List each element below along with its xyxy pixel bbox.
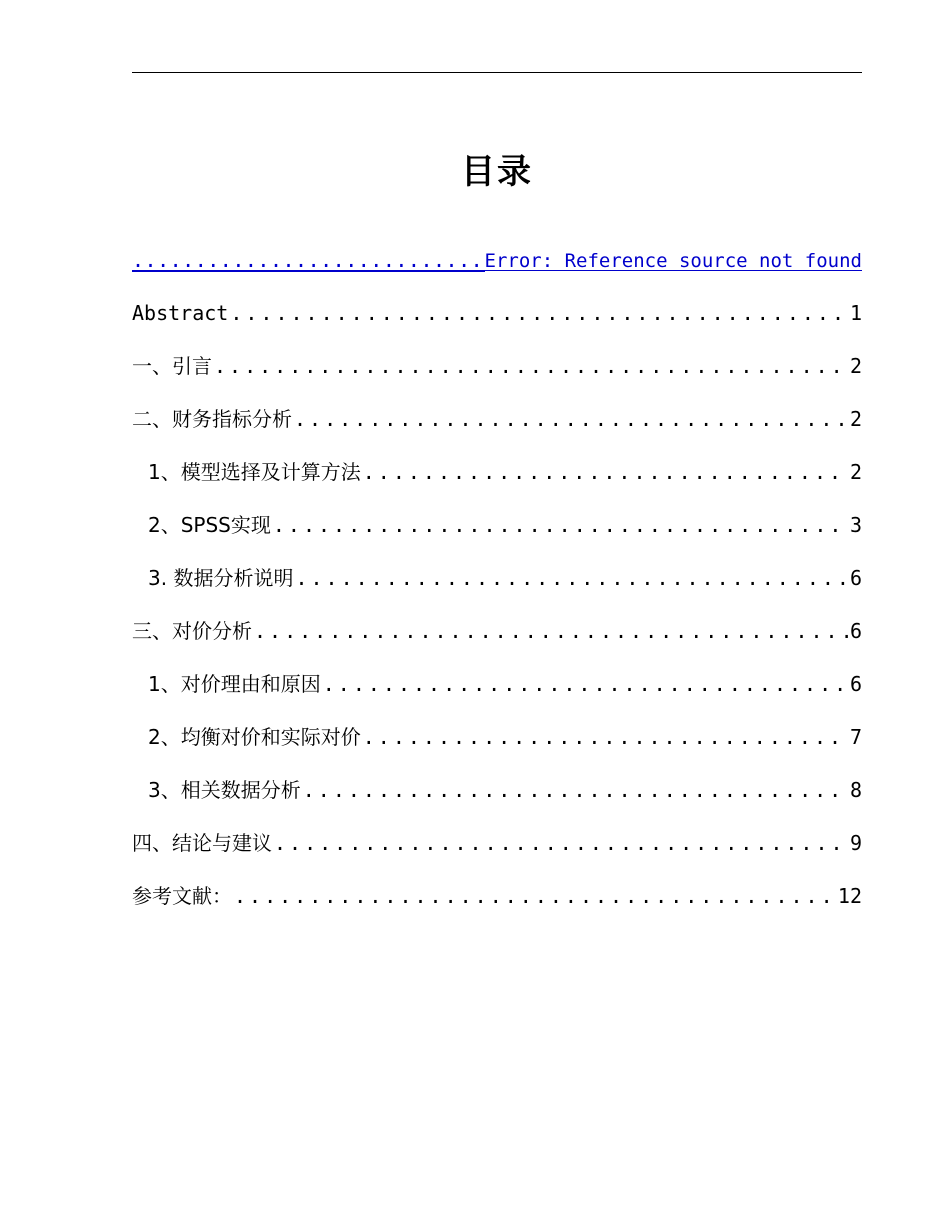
toc-entry-references[interactable] (132, 876, 862, 929)
toc-entry-label: 3、相关数据分析 (148, 778, 301, 802)
toc-entry-equilibrium-consideration[interactable] (132, 717, 862, 770)
toc-entry-conclusion[interactable] (132, 823, 862, 876)
toc-page-number: 1 (849, 301, 862, 325)
toc-leader-dots (294, 399, 848, 439)
toc-entry-data-analysis-notes[interactable] (132, 558, 862, 611)
toc-entry-label: 1、对价理由和原因 (148, 672, 321, 696)
toc-leader-dots (254, 611, 848, 651)
toc-page-number: 8 (849, 778, 862, 802)
toc-page-number: 2 (849, 354, 862, 378)
toc-entry-consideration-analysis[interactable] (132, 611, 862, 664)
toc-entry-related-data-analysis[interactable] (132, 770, 862, 823)
toc-leader-dots (273, 505, 848, 545)
toc-leader-dots (274, 823, 848, 863)
toc-leader-dots (132, 240, 485, 280)
toc-entry-label: 参考文献： (132, 884, 232, 908)
toc-entry-label: 二、财务指标分析 (132, 407, 292, 431)
toc-entry-consideration-reasons[interactable] (132, 664, 862, 717)
toc-entry-label: 三、对价分析 (132, 619, 252, 643)
toc-entry-label: 2、SPSS实现 (148, 513, 271, 537)
table-of-contents (132, 240, 862, 929)
toc-entry-introduction[interactable] (132, 346, 862, 399)
toc-leader-dots (234, 876, 836, 916)
toc-entry-label: 1、模型选择及计算方法 (148, 460, 361, 484)
toc-error-text: Error: Reference source not found (484, 250, 862, 272)
toc-entry-label: 3. 数据分析说明 (148, 566, 294, 590)
toc-entry-spss[interactable] (132, 505, 862, 558)
toc-page-number: 6 (849, 566, 862, 590)
toc-entry-financial-analysis[interactable] (132, 399, 862, 452)
toc-leader-dots (363, 717, 848, 757)
toc-error-entry[interactable] (132, 240, 862, 293)
toc-page-number: 6 (849, 619, 862, 643)
toc-page-number: 9 (849, 831, 862, 855)
header-rule (132, 72, 862, 73)
toc-leader-dots (363, 452, 848, 492)
toc-page-number: 7 (849, 725, 862, 749)
toc-entry-label: 四、结论与建议 (132, 831, 272, 855)
toc-leader-dots (214, 346, 848, 386)
toc-entry-model-selection[interactable] (132, 452, 862, 505)
toc-page-number: 12 (837, 884, 862, 908)
toc-entry-label: Abstract (132, 301, 229, 325)
toc-page-number: 2 (849, 407, 862, 431)
page-title: 目录 (461, 152, 533, 192)
toc-leader-dots (295, 558, 848, 598)
toc-entry-label: 一、引言 (132, 354, 212, 378)
toc-page-number: 2 (849, 460, 862, 484)
toc-entry-label: 2、均衡对价和实际对价 (148, 725, 361, 749)
toc-page-number: 3 (849, 513, 862, 537)
toc-leader-dots (323, 664, 848, 704)
toc-entry-abstract[interactable] (132, 293, 862, 346)
toc-page-number: 6 (849, 672, 862, 696)
toc-leader-dots (230, 293, 848, 333)
toc-leader-dots (303, 770, 848, 810)
